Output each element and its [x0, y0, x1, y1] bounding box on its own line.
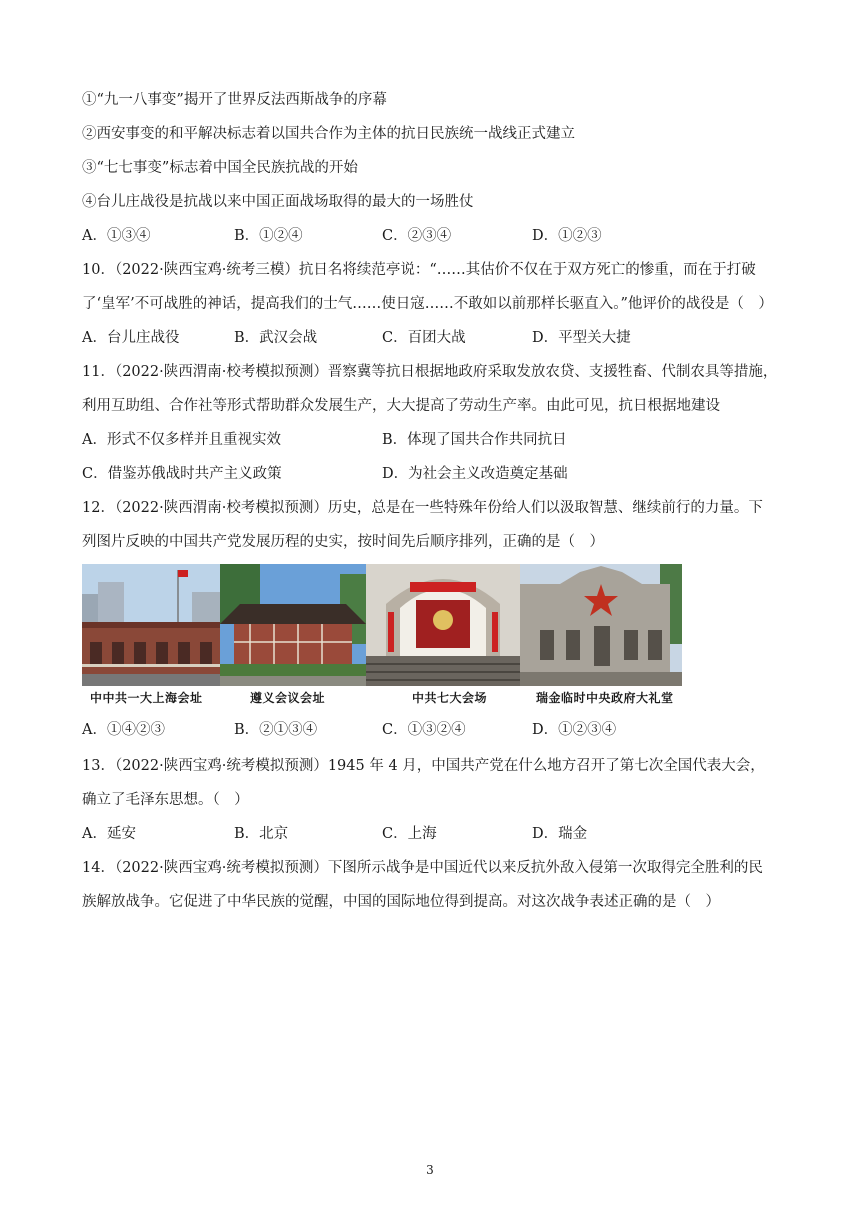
q12-stem-line-1: 12．（2022·陕西渭南·校考模拟预测）历史，总是在一些特殊年份给人们以汲取智慧、继续前行的力量。下 — [82, 500, 763, 516]
q10-option-a[interactable]: A．台儿庄战役 — [82, 330, 180, 346]
photo-caption-3: 中共七大会场 — [412, 691, 488, 705]
q13-option-b[interactable]: B．北京 — [234, 826, 289, 842]
q10-option-b[interactable]: B．武汉会战 — [234, 330, 318, 346]
photo-first-congress-site — [82, 564, 220, 686]
q13-stem-line-1: 13．（2022·陕西宝鸡·统考模拟预测）1945 年 4 月，中国共产党在什么地方召开了第七次全国代表大会， — [82, 758, 765, 774]
q9-statement-1: ①“九一八事变”揭开了世界反法西斯战争的序幕 — [82, 92, 387, 108]
page-number: 3 — [426, 1163, 434, 1177]
q13-stem-line-2: 确立了毛泽东思想。（ ） — [82, 792, 249, 808]
photo-seventh-congress-hall — [366, 564, 520, 686]
q9-statement-2: ②西安事变的和平解决标志着以国共合作为主体的抗日民族统一战线正式建立 — [82, 126, 575, 142]
q12-option-b[interactable]: B．②①③④ — [234, 722, 318, 738]
photo-zunyi-meeting-site — [220, 564, 366, 686]
q9-option-a[interactable]: A．①③④ — [82, 228, 151, 244]
photo-ruijin-auditorium — [520, 564, 682, 686]
q9-option-b[interactable]: B．①②④ — [234, 228, 303, 244]
q13-option-d[interactable]: D．瑞金 — [532, 826, 588, 842]
q14-stem-line-1: 14．（2022·陕西宝鸡·统考模拟预测）下图所示战争是中国近代以来反抗外敌入侵第一次取得完全胜利的民 — [82, 860, 763, 876]
q12-option-d[interactable]: D．①②③④ — [532, 722, 617, 738]
q11-option-b[interactable]: B．体现了国共合作共同抗日 — [382, 432, 567, 448]
q13-option-c[interactable]: C．上海 — [382, 826, 437, 842]
photo-caption-2: 遵义会议会址 — [250, 691, 326, 705]
q14-stem-line-2: 族解放战争。它促进了中华民族的觉醒，中国的国际地位得到提高。对这次战争表述正确的是（ ） — [82, 894, 720, 910]
q9-option-d[interactable]: D．①②③ — [532, 228, 602, 244]
q12-stem-line-2: 列图片反映的中国共产党发展历程的史实，按时间先后顺序排列，正确的是（ ） — [82, 534, 604, 550]
q9-option-c[interactable]: C．②③④ — [382, 228, 452, 244]
q9-statement-4: ④台儿庄战役是抗战以来中国正面战场取得的最大的一场胜仗 — [82, 194, 474, 210]
q10-stem-line-2: 了‘皇军’不可战胜的神话，提高我们的士气……使日寇……不敢如以前那样长驱直入。”他评价的战役是（ ） — [82, 296, 773, 312]
q11-option-d[interactable]: D．为社会主义改造奠定基础 — [382, 466, 568, 482]
q10-option-c[interactable]: C．百团大战 — [382, 330, 466, 346]
q9-statement-3: ③“七七事变”标志着中国全民族抗战的开始 — [82, 160, 358, 176]
q13-option-a[interactable]: A．延安 — [82, 826, 136, 842]
q11-option-a[interactable]: A．形式不仅多样并且重视实效 — [82, 432, 281, 448]
photo-caption-4: 瑞金临时中央政府大礼堂 — [536, 691, 674, 705]
q11-option-c[interactable]: C．借鉴苏俄战时共产主义政策 — [82, 466, 282, 482]
q10-stem-line-1: 10．（2022·陕西宝鸡·统考三模）抗日名将续范亭说：“……其估价不仅在于双方死亡的惨重，而在于打破 — [82, 262, 756, 278]
q12-option-a[interactable]: A．①④②③ — [82, 722, 165, 738]
q12-option-c[interactable]: C．①③②④ — [382, 722, 466, 738]
q11-stem-line-2: 利用互助组、合作社等形式帮助群众发展生产，大大提高了劳动生产率。由此可见，抗日根据地建设 — [82, 398, 720, 414]
photo-caption-1: 中中共一大上海会址 — [90, 691, 203, 705]
q10-option-d[interactable]: D．平型关大捷 — [532, 330, 631, 346]
q11-stem-line-1: 11．（2022·陕西渭南·校考模拟预测）晋察冀等抗日根据地政府采取发放农贷、支援牲畜、代制农具等措施， — [82, 364, 778, 380]
